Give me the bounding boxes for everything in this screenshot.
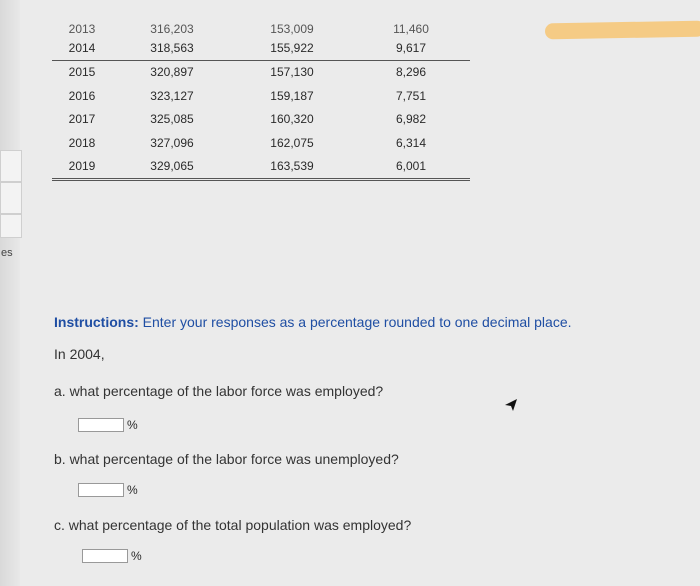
table-cell: 163,539 (232, 155, 352, 180)
data-table (52, 20, 470, 181)
answer-c (82, 549, 142, 563)
left-panel-edge (0, 0, 20, 586)
table-cell: 6,982 (395, 112, 427, 127)
table-cell: 2014 (52, 36, 112, 60)
table-row (52, 155, 470, 180)
table-cell: 2019 (52, 155, 112, 180)
percent-unit: % (127, 483, 138, 497)
table-row (52, 36, 470, 60)
question-b-label: b. what percentage of the labor force was unemployed? (54, 451, 399, 467)
answer-c-input[interactable] (82, 549, 128, 563)
table-cell: 11,460 (393, 22, 429, 36)
instructions-text: Enter your responses as a percentage rounded to one decimal place. (138, 314, 572, 330)
table-cell: 157,130 (270, 65, 314, 80)
table-cell: 7,751 (395, 88, 427, 103)
table-cell: 9,617 (352, 36, 470, 60)
table-cell: 329,065 (112, 155, 232, 180)
table-cell: 316,203 (150, 22, 194, 36)
table-cell: 162,075 (270, 135, 314, 150)
question-c-label: c. what percentage of the total population was employed? (54, 517, 412, 533)
panel-tab[interactable] (0, 214, 22, 238)
table-cell: 160,320 (270, 112, 314, 127)
answer-b (78, 483, 138, 497)
panel-tab[interactable] (0, 150, 22, 182)
table-cell: 318,563 (112, 36, 232, 60)
table-row (52, 131, 470, 155)
table-cell: 153,009 (270, 22, 314, 36)
table-cell: 323,127 (150, 88, 194, 103)
table-cell: 2013 (68, 22, 96, 36)
table-cell: 2015 (68, 65, 96, 80)
answer-a (78, 418, 138, 432)
question-a-label: a. what percentage of the labor force was employed? (54, 383, 384, 399)
table-cell: 327,096 (150, 135, 194, 150)
intro-text: In 2004, (54, 346, 105, 362)
table-row (52, 108, 470, 132)
table-cell: 2017 (68, 112, 96, 127)
table-row (52, 84, 470, 108)
percent-unit: % (131, 549, 142, 563)
table-cell: 325,085 (150, 112, 194, 127)
table-cell: 2016 (68, 88, 96, 103)
instructions (54, 314, 572, 330)
answer-b-input[interactable] (78, 483, 124, 497)
answer-a-input[interactable] (78, 418, 124, 432)
table-cell: 159,187 (270, 88, 314, 103)
table-cell: 320,897 (150, 65, 194, 80)
panel-tab[interactable] (0, 182, 22, 214)
table-cell: 2018 (68, 135, 96, 150)
highlight-mark (545, 21, 700, 40)
mouse-cursor-icon (504, 398, 518, 412)
table-row-cut (52, 20, 470, 36)
table-cell: 155,922 (232, 36, 352, 60)
side-label: es (1, 247, 13, 259)
table-cell: 8,296 (395, 65, 427, 80)
instructions-heading: Instructions: (54, 314, 139, 330)
table-cell: 6,001 (352, 155, 470, 180)
table-row (52, 60, 470, 84)
table-cell: 6,314 (395, 135, 427, 150)
percent-unit: % (127, 418, 138, 432)
